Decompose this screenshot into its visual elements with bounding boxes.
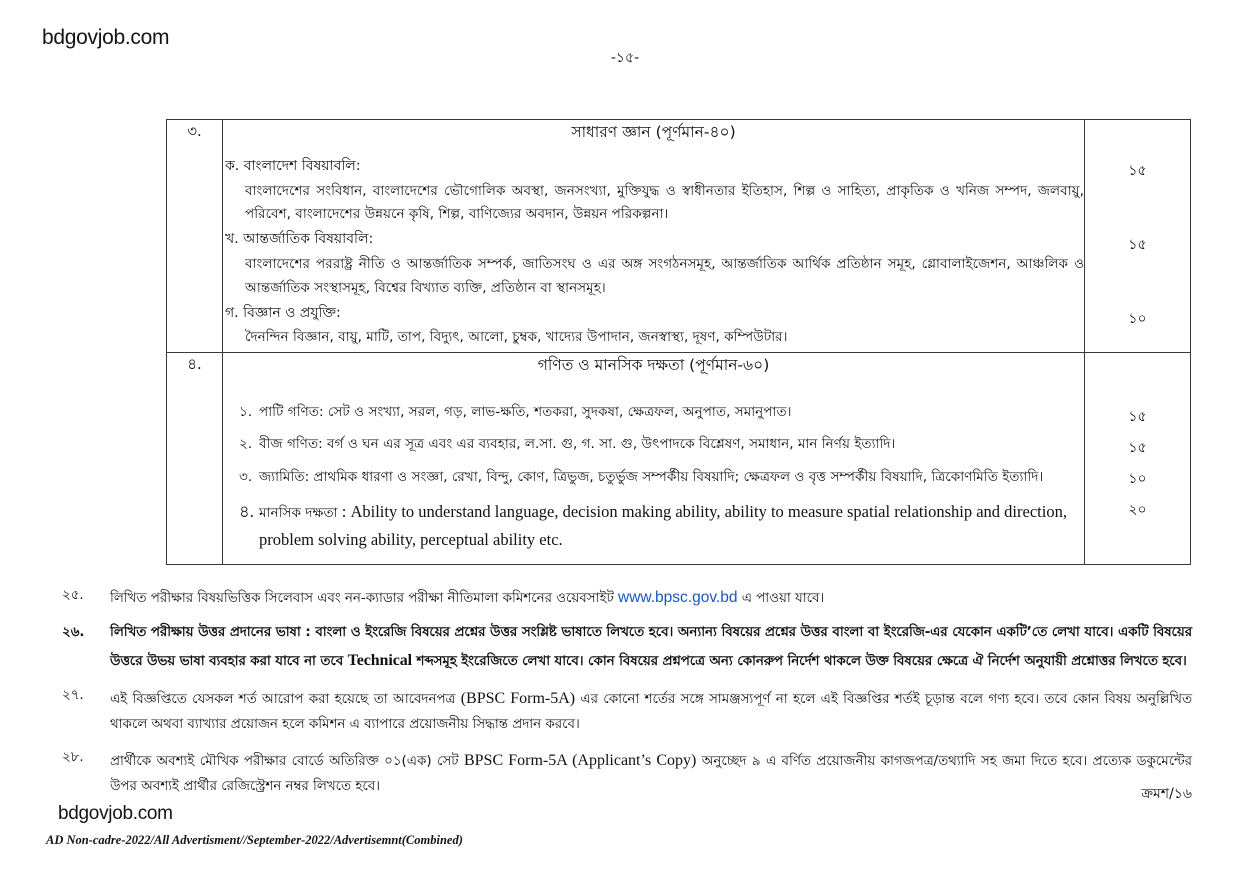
group-text: বাংলাদেশের পররাষ্ট্র নীতি ও আন্তর্জাতিক সম্পর্ক, জাতিসংঘ ও এর অঙ্গ সংগঠনসমূহ, আন্তর্জাতিক আর্থিক প্রতিষ্ঠান সমূহ, গ্লোবালাইজেশন, আঞ্চলিক ও আন্তর্জাতিক সংস্থাসমূহ, বিশ্বের বিখ্যাত ব্যক্তি, প্রতিষ্ঠান বা স্থানসমূহ। xyxy=(245,255,1084,296)
list-item-index: ৪. xyxy=(239,502,254,522)
clause-text-english: (BPSC Form-5A) xyxy=(460,689,576,707)
table-row xyxy=(167,120,1191,353)
clause-text-part1: লিখিত পরীক্ষায় উত্তর প্রদানের ভাষা : বাংলা ও ইংরেজি বিষয়ের প্রশ্নের উত্তর সংশ্লিষ্ট ভাষাতে লিখতে হবে। অন্যান্য বিষয়ের প্রশ্নের উত্তর বাংলা বা ইংরেজি-এর যেকোন একটি’তে লেখা যাবে। একটি বিষয়ের উত্তরে উভয় ভাষা ব্যবহার করা যাবে না তবে xyxy=(110,625,1192,669)
list-item xyxy=(223,466,1084,489)
row-serial-number: ৪. xyxy=(167,352,223,564)
clause-text-english: Technical xyxy=(347,651,412,669)
section-title: সাধারণ জ্ঞান (পূর্ণমান-৪০) xyxy=(571,123,736,141)
clause-body xyxy=(110,621,1192,675)
clause-25 xyxy=(62,584,1192,612)
list-item-index: ২. xyxy=(239,436,253,453)
document-reference: AD Non-cadre-2022/All Advertisment//September-2022/Advertisemnt(Combined) xyxy=(46,833,463,847)
list-item xyxy=(223,498,1084,555)
watermark-bottom: bdgovjob.com xyxy=(58,803,173,824)
syllabus-group xyxy=(223,156,1084,227)
mark-value: ২০ xyxy=(1128,501,1147,518)
list-item-text: পাটি গণিত: সেট ও সংখ্যা, সরল, গড়, লাভ-ক্ষতি, শতকরা, সুদকষা, ক্ষেত্রফল, অনুপাত, সমানুপাত। xyxy=(259,403,792,420)
clause-number: ২৮. xyxy=(62,750,84,766)
clause-text-part1: প্রার্থীকে অবশ্যই মৌখিক পরীক্ষার বোর্ডে অতিরিক্ত ০১(এক) সেট xyxy=(110,754,464,770)
clause-text-english: BPSC Form-5A (Applicant’s Copy) xyxy=(463,752,697,770)
row-marks xyxy=(1085,120,1191,353)
mark-value: ১০ xyxy=(1128,470,1147,487)
bpsc-website-link[interactable]: www.bpsc.gov.bd xyxy=(618,589,738,606)
mark-value: ১৫ xyxy=(1128,439,1147,456)
row-content xyxy=(223,352,1085,564)
mark-value: ১৫ xyxy=(1128,163,1147,179)
syllabus-table xyxy=(166,119,1191,565)
syllabus-group xyxy=(223,303,1084,350)
list-item-text-english: : Ability to understand language, decision making ability, ability to measure spatial relationship and direction, problem solving ability, perceptual ability etc. xyxy=(259,502,1067,550)
clause-number: ২৫. xyxy=(62,588,84,603)
clause-text-part1: এই বিজ্ঞপ্তিতে যেসকল শর্ত আরোপ করা হয়েছে তা আবেদনপত্র xyxy=(110,691,461,707)
list-item-text-bengali: মানসিক দক্ষতা xyxy=(259,505,338,522)
clause-body xyxy=(110,746,1192,800)
list-item-index: ১. xyxy=(239,403,253,420)
row-content xyxy=(223,120,1085,353)
clause-number: ২৬. xyxy=(62,625,85,641)
group-text: দৈনন্দিন বিজ্ঞান, বায়ু, মাটি, তাপ, বিদ্যুৎ, আলো, চুম্বক, খাদ্যের উপাদান, জনস্বাস্থ্য, দূষণ, কম্পিউটার। xyxy=(245,329,788,346)
clause-text-part2: এর কোনো শর্তের সঙ্গে সামঞ্জস্যপূর্ণ না হলে এই বিজ্ঞপ্তির শর্তই চূড়ান্ত বলে গণ্য হবে। তবে কোন বিষয় অনুল্লিখিত থাকলে অথবা ব্যাখ্যার প্রয়োজন হলে কমিশন এ ব্যাপারে প্রয়োজনীয় সিদ্ধান্ত প্রদান করবে। xyxy=(110,691,1192,732)
clause-26 xyxy=(62,621,1192,675)
mark-value: ১০ xyxy=(1128,311,1147,327)
group-text: বাংলাদেশের সংবিধান, বাংলাদেশের ভৌগোলিক অবস্থা, জনসংখ্যা, মুক্তিযুদ্ধ ও স্বাধীনতার ইতিহাস, শিল্প ও সাহিত্য, প্রাকৃতিক ও খনিজ সম্পদ, জলবায়ু, পরিবেশ, বাংলাদেশের উন্নয়নে কৃষি, শিল্প, বাণিজ্যের অবদান, উন্নয়ন পরিকল্পনা। xyxy=(245,182,1084,223)
group-heading: গ. বিজ্ঞান ও প্রযুক্তি: xyxy=(225,304,341,321)
syllabus-group xyxy=(223,229,1084,300)
clause-body xyxy=(110,684,1192,738)
clause-text-part1: লিখিত পরীক্ষার বিষয়ভিত্তিক সিলেবাস এবং নন-ক্যাডার পরীক্ষা নীতিমালা কমিশনের ওয়েবসাইট xyxy=(110,591,619,606)
list-item xyxy=(223,433,1084,456)
table-row xyxy=(167,352,1191,564)
row-marks xyxy=(1085,352,1191,564)
numbered-list xyxy=(223,401,1084,555)
page-number: -১৫- xyxy=(610,50,640,66)
clause-text-part2: অনুচ্ছেদ ৯ এ বর্ণিত প্রয়োজনীয় কাগজপত্র/তথ্যাদি সহ জমা দিতে হবে। প্রত্যেক ডকুমেন্টের উপর অবশ্যই প্রার্থীর রেজিস্ট্রেশন নম্বর লিখতে হবে। xyxy=(110,754,1192,795)
list-item-index: ৩. xyxy=(239,468,253,485)
clause-number: ২৭. xyxy=(62,687,84,703)
list-item-text xyxy=(259,498,1084,555)
mark-value: ১৫ xyxy=(1128,408,1147,425)
mark-value: ১৫ xyxy=(1128,237,1147,253)
list-item xyxy=(223,401,1084,424)
clause-27 xyxy=(62,684,1192,738)
group-heading: খ. আন্তর্জাতিক বিষয়াবলি: xyxy=(225,231,374,248)
clause-text-part2: এ পাওয়া যাবে। xyxy=(737,591,825,606)
continued-label: ক্রমশ/১৬ xyxy=(1141,786,1192,802)
clause-body xyxy=(110,584,1192,612)
clause-text-part2: শব্দসমূহ ইংরেজিতে লেখা যাবে। কোন বিষয়ের প্রশ্নপত্রে অন্য কোনরুপ নির্দেশ থাকলে উক্ত বিষয়ের ক্ষেত্রে ঐ নির্দেশ অনুযায়ী প্রশ্নোত্তর লিখতে হবে। xyxy=(411,653,1187,669)
section-title: গণিত ও মানসিক দক্ষতা (পূর্ণমান-৬০) xyxy=(537,355,770,374)
clause-list xyxy=(62,584,1192,809)
watermark-top: bdgovjob.com xyxy=(42,26,170,49)
row-serial-number: ৩. xyxy=(167,120,223,353)
list-item-text: বীজ গণিত: বর্গ ও ঘন এর সূত্র এবং এর ব্যবহার, ল.সা. গু, গ. সা. গু, উৎপাদকে বিশ্লেষণ, সমাধান, মান নির্ণয় ইত্যাদি। xyxy=(259,436,896,453)
clause-28 xyxy=(62,746,1192,800)
group-heading: ক. বাংলাদেশ বিষয়াবলি: xyxy=(225,158,361,174)
list-item-text: জ্যামিতি: প্রাথমিক ধারণা ও সংজ্ঞা, রেখা, বিন্দু, কোণ, ত্রিভুজ, চতুর্ভুজ সম্পর্কীয় বিষয়াদি; ক্ষেত্রফল ও বৃত্ত সম্পর্কীয় বিষয়াদি, ত্রিকোণমিতি ইত্যাদি। xyxy=(259,468,1044,485)
